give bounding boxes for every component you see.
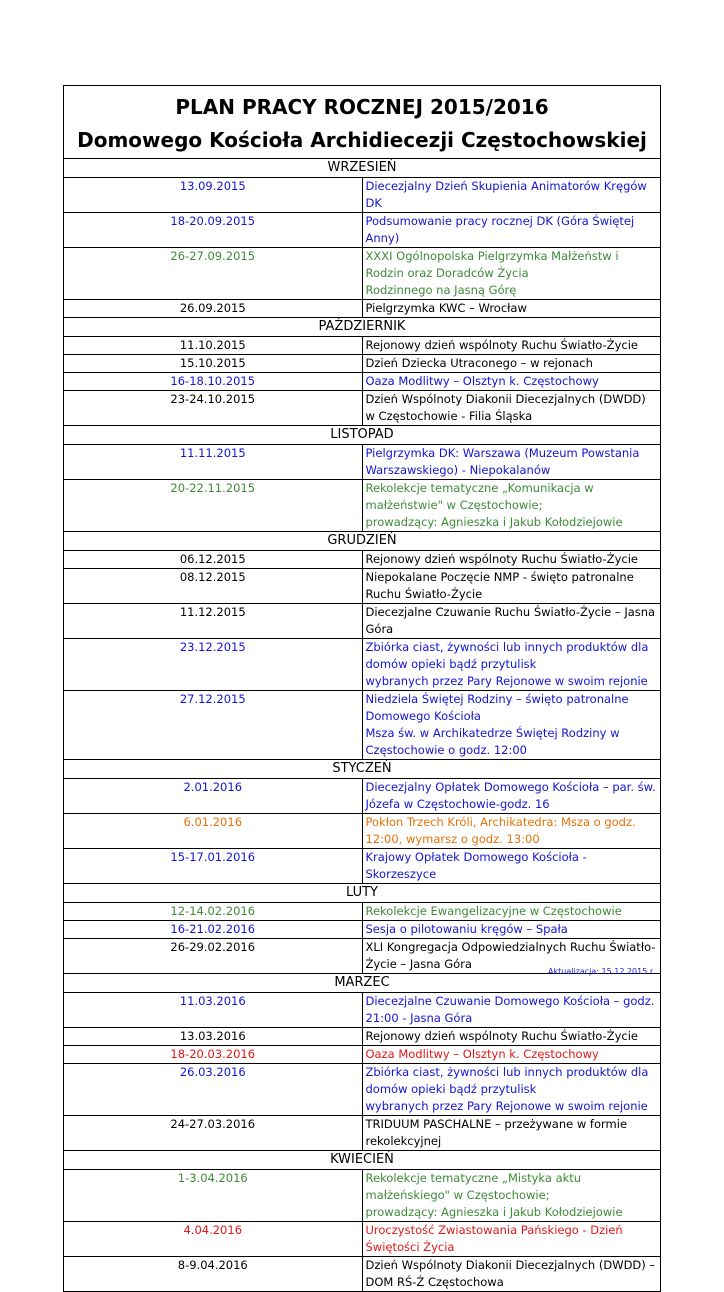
event-row (64, 1116, 661, 1151)
title-row (64, 86, 661, 159)
event-description: Dzień Wspólnoty Diakonii Diecezjalnych (DWDD) w Częstochowie - Filia Śląska (362, 391, 661, 426)
event-date: 18-20.03.2016 (64, 1046, 363, 1064)
event-date: 11.11.2015 (64, 445, 363, 480)
month-header: MARZEC (64, 974, 661, 993)
event-date: 24-27.03.2016 (64, 1116, 363, 1151)
event-row (64, 639, 661, 691)
event-row (64, 993, 661, 1028)
event-description: XLI Kongregacja Odpowiedzialnych Ruchu Światło-Życie – Jasna Góra (362, 939, 661, 974)
event-row (64, 604, 661, 639)
event-row (64, 1257, 661, 1292)
event-description: Diecezjalny Opłatek Domowego Kościoła – par. św. Józefa w Częstochowie-godz. 16 (362, 779, 661, 814)
event-date: 16-21.02.2016 (64, 921, 363, 939)
event-row (64, 480, 661, 532)
event-date: 26-29.02.2016 (64, 939, 363, 974)
event-row (64, 691, 661, 760)
page-subtitle: Domowego Kościoła Archidiecezji Częstochowskiej (77, 128, 647, 152)
month-row (64, 974, 661, 993)
event-row (64, 849, 661, 884)
event-row (64, 1064, 661, 1116)
month-header: GRUDZIEŃ (64, 532, 661, 551)
event-description: Niedziela Świętej Rodziny – święto patronalne Domowego Kościoła Msza św. w Archikatedrze Świętej Rodziny w Częstochowie o godz. 12:00 (362, 691, 661, 760)
month-row (64, 532, 661, 551)
month-header: PAŹDZIERNIK (64, 318, 661, 337)
event-date: 11.12.2015 (64, 604, 363, 639)
event-row (64, 779, 661, 814)
event-description: Rekolekcje Ewangelizacyjne w Częstochowie (362, 903, 661, 921)
month-row (64, 426, 661, 445)
event-row (64, 373, 661, 391)
event-row (64, 178, 661, 213)
event-date: 08.12.2015 (64, 569, 363, 604)
event-row (64, 248, 661, 300)
event-description: Rejonowy dzień wspólnoty Ruchu Światło-Życie (362, 551, 661, 569)
month-header: WRZESIEŃ (64, 159, 661, 178)
event-description: Pielgrzymka DK: Warszawa (Muzeum Powstania Warszawskiego) - Niepokalanów (362, 445, 661, 480)
event-description: Rejonowy dzień wspólnoty Ruchu Światło-Życie (362, 1028, 661, 1046)
month-header: STYCZEŃ (64, 760, 661, 779)
event-date: 15.10.2015 (64, 355, 363, 373)
event-date: 2.01.2016 (64, 779, 363, 814)
event-date: 6.01.2016 (64, 814, 363, 849)
event-description: Rekolekcje tematyczne „Mistyka aktu małżeńskiego" w Częstochowie; prowadzący: Agnieszka i Jakub Kołodziejowie (362, 1170, 661, 1222)
event-description: Sesja o pilotowaniu kręgów – Spała (362, 921, 661, 939)
event-description: Dzień Wspólnoty Diakonii Diecezjalnych (DWDD) – DOM RŚ-Ż Częstochowa (362, 1257, 661, 1292)
event-row (64, 355, 661, 373)
event-description: Krajowy Opłatek Domowego Kościoła - Skorzeszyce (362, 849, 661, 884)
event-date: 11.03.2016 (64, 993, 363, 1028)
event-description: TRIDUUM PASCHALNE – przeżywane w formie rekolekcyjnej (362, 1116, 661, 1151)
event-date: 16-18.10.2015 (64, 373, 363, 391)
event-description: Oaza Modlitwy – Olsztyn k. Częstochowy (362, 373, 661, 391)
event-description: Diecezjalny Dzień Skupienia Animatorów Kręgów DK (362, 178, 661, 213)
event-description: XXXI Ogólnopolska Pielgrzymka Małżeństw i Rodzin oraz Doradców Życia Rodzinnego na Jasną Górę (362, 248, 661, 300)
month-row (64, 760, 661, 779)
event-date: 23-24.10.2015 (64, 391, 363, 426)
event-date: 27.12.2015 (64, 691, 363, 760)
event-row (64, 337, 661, 355)
event-description: Niepokalane Poczęcie NMP - święto patronalne Ruchu Światło-Życie (362, 569, 661, 604)
event-row (64, 1170, 661, 1222)
page-title: PLAN PRACY ROCZNEJ 2015/2016 (175, 95, 549, 119)
update-note: Aktualizacja: 15.12.2015 r. (548, 967, 655, 976)
month-row (64, 318, 661, 337)
event-date: 4.04.2016 (64, 1222, 363, 1257)
event-date: 13.03.2016 (64, 1028, 363, 1046)
event-description: Zbiórka ciast, żywności lub innych produktów dla domów opieki bądź przytulisk wybranych przez Pary Rejonowe w swoim rejonie (362, 639, 661, 691)
event-date: 1-3.04.2016 (64, 1170, 363, 1222)
event-description: Pielgrzymka KWC – Wrocław (362, 300, 661, 318)
event-row (64, 391, 661, 426)
event-description: Rekolekcje tematyczne „Komunikacja w małżeństwie" w Częstochowie; prowadzący: Agnieszka i Jakub Kołodziejowie (362, 480, 661, 532)
event-description: Diecezjalne Czuwanie Domowego Kościoła – godz. 21:00 - Jasna Góra (362, 993, 661, 1028)
event-date: 26-27.09.2015 (64, 248, 363, 300)
event-date: 13.09.2015 (64, 178, 363, 213)
event-date: 11.10.2015 (64, 337, 363, 355)
event-date: 20-22.11.2015 (64, 480, 363, 532)
event-row (64, 300, 661, 318)
event-description: Uroczystość Zwiastowania Pańskiego - Dzień Świętości Życia (362, 1222, 661, 1257)
event-description: Diecezjalne Czuwanie Ruchu Światło-Życie – Jasna Góra (362, 604, 661, 639)
plan-table-body (64, 86, 661, 1292)
event-description: Dzień Dziecka Utraconego – w rejonach (362, 355, 661, 373)
month-row (64, 1151, 661, 1170)
event-row (64, 551, 661, 569)
event-row (64, 1028, 661, 1046)
month-header: LUTY (64, 884, 661, 903)
event-date: 15-17.01.2016 (64, 849, 363, 884)
month-row (64, 884, 661, 903)
month-header: LISTOPAD (64, 426, 661, 445)
event-row (64, 814, 661, 849)
event-description: Pokłon Trzech Króli, Archikatedra: Msza o godz. 12:00, wymarsz o godz. 13:00 (362, 814, 661, 849)
event-date: 26.03.2016 (64, 1064, 363, 1116)
event-date: 23.12.2015 (64, 639, 363, 691)
title-cell (64, 86, 661, 159)
event-row (64, 921, 661, 939)
event-row (64, 903, 661, 921)
event-description: Rejonowy dzień wspólnoty Ruchu Światło-Życie (362, 337, 661, 355)
event-row (64, 569, 661, 604)
event-description: Zbiórka ciast, żywności lub innych produktów dla domów opieki bądź przytulisk wybranych przez Pary Rejonowe w swoim rejonie (362, 1064, 661, 1116)
event-date: 18-20.09.2015 (64, 213, 363, 248)
event-description: Oaza Modlitwy – Olsztyn k. Częstochowy (362, 1046, 661, 1064)
event-date: 8-9.04.2016 (64, 1257, 363, 1292)
event-description: Podsumowanie pracy rocznej DK (Góra Świętej Anny) (362, 213, 661, 248)
event-row (64, 1046, 661, 1064)
event-row (64, 445, 661, 480)
event-date: 12-14.02.2016 (64, 903, 363, 921)
event-row (64, 1222, 661, 1257)
annual-plan-table (63, 85, 661, 1292)
event-date: 06.12.2015 (64, 551, 363, 569)
month-row (64, 159, 661, 178)
event-date: 26.09.2015 (64, 300, 363, 318)
event-row (64, 213, 661, 248)
month-header: KWIECIEŃ (64, 1151, 661, 1170)
